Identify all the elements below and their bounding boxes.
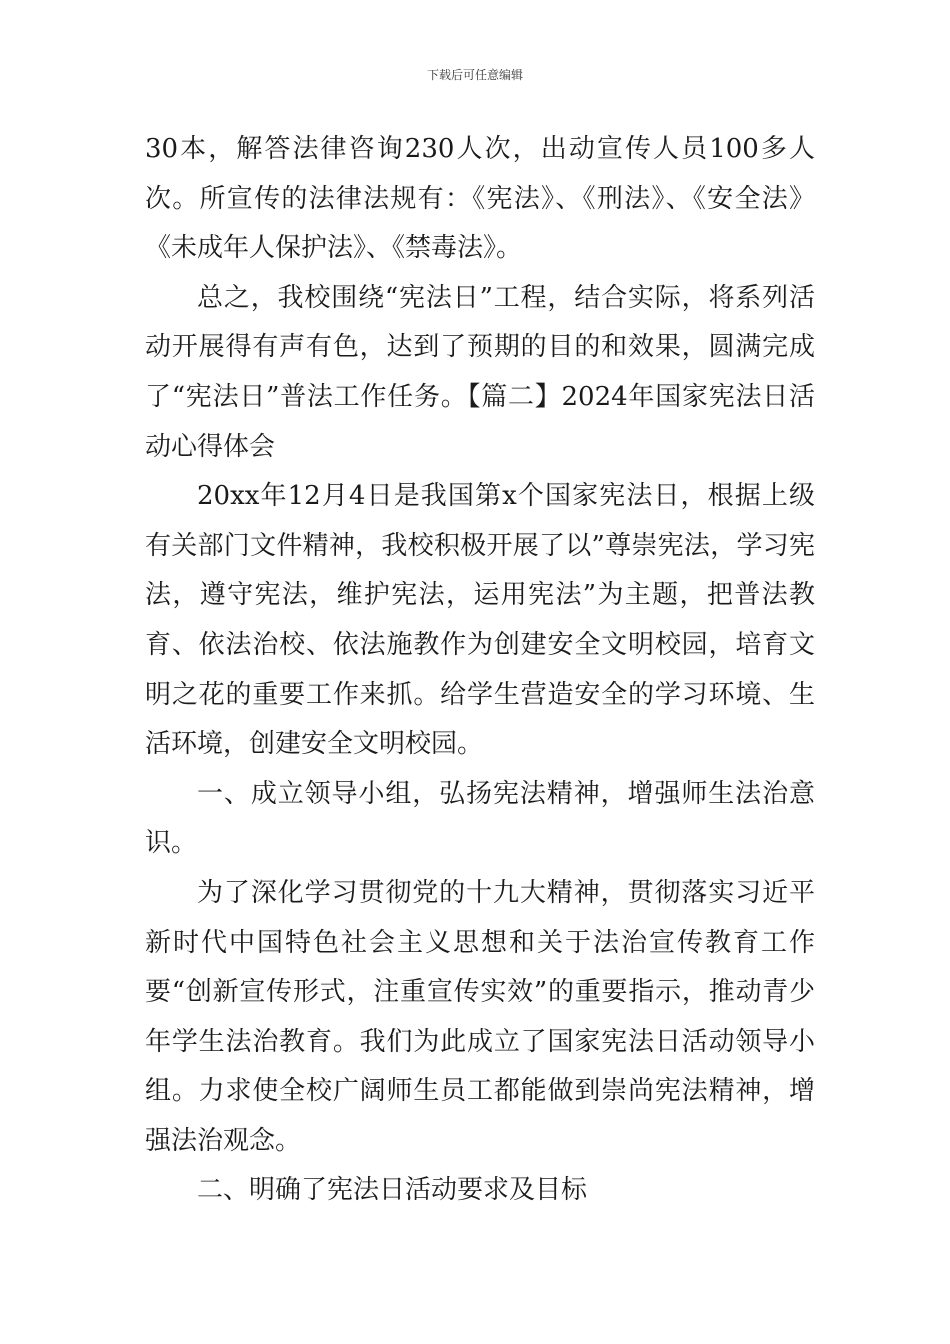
paragraph-3: 20xx年12月4日是我国第x个国家宪法日，根据上级有关部门文件精神，我校积极开展了以”尊崇宪法，学习宪法，遵守宪法，维护宪法，运用宪法”为主题，把普法教育、依法治校、依法施教作为创建安全文明校园，培育文明之花的重要工作来抓。给学生营造安全的学习环境、生活环境，创建安全文明校园。 <box>145 481 815 760</box>
paragraph-2: 总之，我校围绕“宪法日”工程，结合实际，将系列活动开展得有声有色，达到了预期的目的和效果，圆满完成了“宪法日”普法工作任务。【篇二】2024年国家宪法日活动心得体会 <box>145 282 815 462</box>
document-body <box>145 125 815 1216</box>
section-heading-2: 二、明确了宪法日活动要求及目标 <box>197 1175 588 1206</box>
section-heading-1: 一、成立领导小组，弘扬宪法精神，增强师生法治意识。 <box>145 778 815 859</box>
page-header: 下载后可任意编辑 <box>426 68 523 82</box>
paragraph-4: 为了深化学习贯彻党的十九大精神，贯彻落实习近平新时代中国特色社会主义思想和关于法治宣传教育工作要“创新宣传形式，注重宣传实效”的重要指示，推动青少年学生法治教育。我们为此成立了国家宪法日活动领导小组。力求使全校广阔师生员工都能做到崇尚宪法精神，增强法治观念。 <box>145 877 815 1156</box>
paragraph-1: 30本，解答法律咨询230人次，出动宣传人员100多人次。所宣传的法律法规有：《宪法》、《刑法》、《安全法》《未成年人保护法》、《禁毒法》。 <box>145 134 815 264</box>
